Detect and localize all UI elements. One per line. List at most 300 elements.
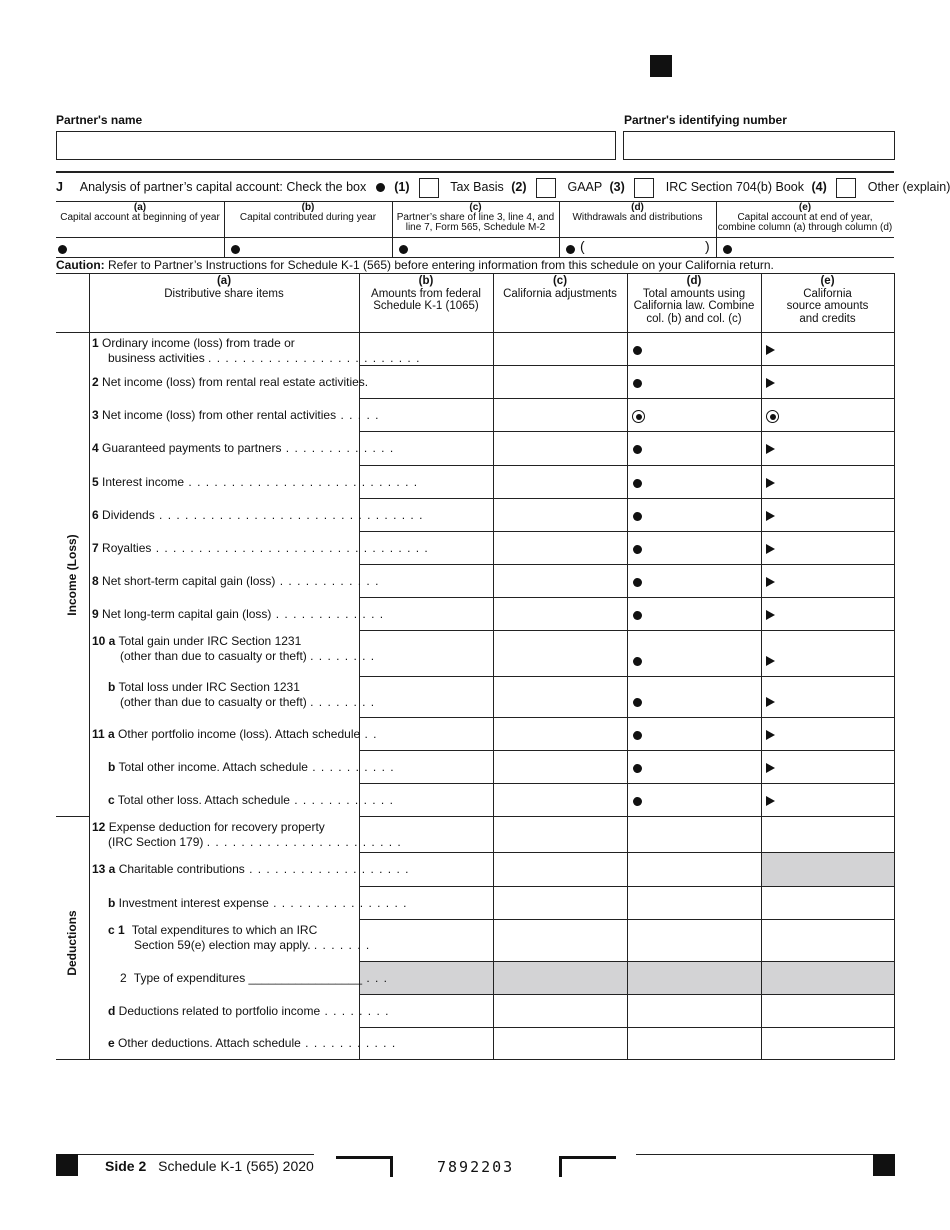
row-leader-dots: . . . . . . . . . . . . . <box>281 441 395 455</box>
row-leader-dots: . . . . . . . . . . . . . . . . . . . . . . . . . . . . . . . <box>154 508 424 522</box>
row-label <box>92 760 395 775</box>
header-col-d-line1: Total amounts using <box>642 287 746 300</box>
header-col-c-letter: (c) <box>552 275 568 287</box>
amount-input-c[interactable] <box>495 368 625 396</box>
row-leader-dots: . . . . . . . . . . . <box>300 1036 397 1050</box>
amount-input-c[interactable] <box>495 922 625 959</box>
amount-input-c[interactable] <box>495 501 625 529</box>
j-sep-1 <box>224 201 225 257</box>
j-col-a-header <box>56 203 224 223</box>
header-col-d-letter: (d) <box>686 275 702 287</box>
row-leader-dots: . . . . . . . . <box>310 695 376 709</box>
amount-input-c[interactable] <box>495 335 625 363</box>
j-input-a[interactable] <box>70 239 220 255</box>
amount-input-d[interactable] <box>629 468 759 496</box>
row-number: d <box>108 1004 116 1018</box>
row-text: Expense deduction for recovery property <box>105 820 325 834</box>
arrow-right-icon <box>766 610 775 620</box>
amount-input-d[interactable] <box>629 567 759 595</box>
row-rule <box>359 816 894 817</box>
j-col-c-header <box>392 203 559 233</box>
table-bottom-rule <box>56 1059 894 1060</box>
amount-input-b[interactable] <box>361 401 491 429</box>
amount-input-d[interactable] <box>629 600 759 628</box>
required-dot-icon <box>633 611 642 620</box>
amount-input-e[interactable] <box>763 889 892 917</box>
amount-input-d[interactable] <box>629 753 759 781</box>
registration-mark-bottom-right <box>873 1154 895 1176</box>
row-label <box>92 508 424 523</box>
footer-side: Side 2 <box>105 1158 147 1174</box>
arrow-right-icon <box>766 345 775 355</box>
arrow-right-icon <box>766 697 775 707</box>
j-a-required-dot-icon <box>58 245 67 254</box>
amount-input-d[interactable] <box>629 368 759 396</box>
form-code: 7892203 <box>437 1158 515 1176</box>
required-dot-icon <box>633 479 642 488</box>
amount-input-e[interactable] <box>763 786 892 814</box>
amount-input-d[interactable] <box>629 501 759 529</box>
row-rule <box>359 431 894 432</box>
amount-input-e[interactable] <box>763 401 892 429</box>
header-col-a <box>89 275 359 300</box>
required-dot-icon <box>633 445 642 454</box>
j-col-b-header <box>224 203 392 223</box>
required-dot-icon <box>633 545 642 554</box>
j-col-c-line2: line 7, Form 565, Schedule M-2 <box>405 222 546 233</box>
amount-input-e[interactable] <box>763 534 892 562</box>
row-text-cont: (other than due to casualty or theft) <box>120 649 311 663</box>
row-text: Net short-term capital gain (loss) <box>98 574 276 588</box>
row-text: Interest income <box>98 475 185 489</box>
header-col-b-letter: (b) <box>418 275 434 287</box>
amount-input-e[interactable] <box>763 1030 892 1056</box>
amount-input-c[interactable] <box>495 633 625 674</box>
row-rule <box>359 676 894 677</box>
amount-input-e[interactable] <box>763 501 892 529</box>
row-label <box>92 971 389 986</box>
row-label <box>92 820 402 850</box>
row-label <box>92 862 410 877</box>
option-2-num: (2) <box>511 180 527 194</box>
caution-text: Refer to Partner’s Instructions for Schedule K-1 (565) before entering information from this schedule on your California return. <box>108 258 774 272</box>
header-col-c-line1: California adjustments <box>503 287 617 300</box>
arrow-right-icon <box>766 577 775 587</box>
amount-input-c[interactable] <box>495 434 625 463</box>
row-label <box>92 336 421 366</box>
amount-input-e[interactable] <box>763 753 892 781</box>
row-number: 10 a <box>92 634 116 648</box>
row-rule <box>359 717 894 718</box>
amount-input-d[interactable] <box>629 434 759 463</box>
j-col-c-line1: Partner’s share of line 3, line 4, and <box>396 212 555 223</box>
row-number: 1 <box>92 336 99 350</box>
header-col-d <box>627 275 761 325</box>
partner-id-label: Partner's identifying number <box>624 113 787 127</box>
corner-bracket-right <box>559 1156 616 1177</box>
row-leader-dots: . . . . . . . . . . . . . . . . . . . . . . . <box>206 835 402 849</box>
row-rule <box>359 919 894 920</box>
row-text: Total loss under IRC Section 1231 <box>115 680 300 694</box>
amount-input-c[interactable] <box>495 600 625 628</box>
target-dot-icon <box>766 410 779 423</box>
row-text-cont: (other than due to casualty or theft) <box>120 695 311 709</box>
j-col-b-letter: (b) <box>301 202 315 213</box>
row-number: c 1 <box>108 923 125 937</box>
row-number: 8 <box>92 574 99 588</box>
shaded-cell-e <box>762 853 894 887</box>
amount-input-e[interactable] <box>763 720 892 748</box>
required-dot-icon <box>633 578 642 587</box>
amount-input-d[interactable] <box>629 679 759 715</box>
row-number: 6 <box>92 508 99 522</box>
row-rule <box>359 398 894 399</box>
required-dot-icon <box>376 183 385 192</box>
row-text-cont: Section 59(e) election may apply. <box>134 938 314 952</box>
amount-input-c[interactable] <box>495 720 625 748</box>
amount-input-d[interactable] <box>629 922 759 959</box>
row-leader-dots: . . . . . . . . . . . . . . . . <box>268 896 408 910</box>
amount-input-d[interactable] <box>629 819 759 850</box>
arrow-right-icon <box>766 378 775 388</box>
table-col-d-rule <box>627 273 628 1060</box>
row-text: Type of expenditures _________________ <box>130 971 362 985</box>
amount-input-c[interactable] <box>495 819 625 850</box>
row-text: Net long-term capital gain (loss) <box>98 607 272 621</box>
arrow-right-icon <box>766 730 775 740</box>
amount-input-d[interactable] <box>629 534 759 562</box>
row-label <box>92 634 376 664</box>
row-rule <box>359 365 894 366</box>
checkbox-gaap[interactable] <box>536 178 556 198</box>
row-rule <box>359 750 894 751</box>
amount-input-c[interactable] <box>495 468 625 496</box>
arrow-right-icon <box>766 796 775 806</box>
arrow-right-icon <box>766 478 775 488</box>
amount-input-e[interactable] <box>763 633 892 674</box>
header-col-e-letter: (e) <box>820 275 835 287</box>
shaded-cell-e <box>762 962 894 995</box>
amount-input-d[interactable] <box>629 786 759 814</box>
row-text: Net income (loss) from rental real estate activities. <box>98 375 369 389</box>
j-d-required-dot-icon <box>566 245 575 254</box>
shaded-cell-c <box>494 962 627 995</box>
required-dot-icon <box>633 731 642 740</box>
row-number: b <box>108 896 116 910</box>
header-col-b-line2: Schedule K-1 (1065) <box>373 300 479 312</box>
row-number: 2 <box>120 971 127 985</box>
amount-input-b[interactable] <box>361 633 491 674</box>
j-input-e[interactable] <box>735 239 890 255</box>
partner-name-field[interactable] <box>56 131 616 160</box>
row-text: Dividends <box>98 508 155 522</box>
option-4-label: Other (explain) <box>867 180 950 194</box>
row-leader-dots: . . . . . . . <box>313 938 371 952</box>
table-col-e-rule <box>761 273 762 1060</box>
header-col-a-letter: (a) <box>216 275 232 287</box>
header-col-e-line2: source amounts <box>786 300 869 312</box>
header-col-c <box>493 275 627 300</box>
shaded-cell-d <box>628 962 761 995</box>
amount-input-d[interactable] <box>629 401 759 429</box>
caution-line <box>56 258 774 272</box>
section-j-row <box>56 176 950 198</box>
option-3-label: IRC Section 704(b) Book <box>665 180 804 194</box>
option-4-num: (4) <box>811 180 827 194</box>
j-header-bottom <box>56 237 894 238</box>
row-text: Total gain under IRC Section 1231 <box>115 634 302 648</box>
income-loss-section-label: Income (Loss) <box>65 534 79 616</box>
row-label <box>92 375 369 390</box>
amount-input-c[interactable] <box>495 786 625 814</box>
amount-input-b[interactable] <box>361 679 491 715</box>
registration-mark-bottom-left <box>56 1154 78 1176</box>
row-number: 9 <box>92 607 99 621</box>
amount-input-c[interactable] <box>495 401 625 429</box>
row-text: Total expenditures to which an IRC <box>128 923 318 937</box>
required-dot-icon <box>633 764 642 773</box>
amount-input-e[interactable] <box>763 434 892 463</box>
amount-input-e[interactable] <box>763 922 892 959</box>
row-number: b <box>108 760 116 774</box>
amount-input-e[interactable] <box>763 567 892 595</box>
option-1-label: Tax Basis <box>450 180 504 194</box>
j-col-d-letter: (d) <box>631 202 644 213</box>
amount-input-d[interactable] <box>629 1030 759 1056</box>
row-label <box>92 408 380 423</box>
row-text: Total other income. Attach schedule <box>115 760 308 774</box>
row-label <box>92 475 419 490</box>
row-leader-dots: . . <box>360 727 378 741</box>
row-number: b <box>108 680 116 694</box>
amount-input-d[interactable] <box>629 997 759 1025</box>
arrow-right-icon <box>766 444 775 454</box>
j-col-e-line2: combine column (a) through column (d) <box>717 222 893 233</box>
amount-input-d[interactable] <box>629 335 759 363</box>
amount-input-b[interactable] <box>361 368 491 396</box>
amount-input-e[interactable] <box>763 819 892 850</box>
table-col-c-rule <box>493 273 494 1060</box>
header-col-e-line3: and credits <box>799 312 856 325</box>
amount-input-c[interactable] <box>495 567 625 595</box>
j-e-required-dot-icon <box>723 245 732 254</box>
row-rule <box>359 465 894 466</box>
row-rule <box>359 597 894 598</box>
checkbox-other[interactable] <box>836 178 856 198</box>
table-right-rule <box>894 273 895 1060</box>
row-number: 11 a <box>92 727 115 741</box>
header-col-d-line3: col. (b) and col. (c) <box>646 312 742 325</box>
required-dot-icon <box>633 346 642 355</box>
j-col-e-letter: (e) <box>798 202 812 213</box>
row-text: Total other loss. Attach schedule <box>114 793 290 807</box>
row-rule <box>359 630 894 631</box>
section-j-top-rule <box>56 171 894 173</box>
row-leader-dots: . . . . . . . . . . . . . . . . . . . . . . . . . <box>208 351 421 365</box>
row-rule <box>359 498 894 499</box>
partner-id-field[interactable] <box>623 131 895 160</box>
section-j-text: Analysis of partner’s capital account: Check the box <box>79 180 367 194</box>
section-divider <box>56 816 89 817</box>
row-leader-dots: . . . . . . . . . . . . . . . . . . . <box>244 862 410 876</box>
row-label <box>92 896 408 911</box>
row-leader-dots: . . . . . <box>336 408 380 422</box>
row-number: 3 <box>92 408 99 422</box>
footer-form: Schedule K-1 (565) 2020 <box>158 1158 314 1174</box>
amount-input-c[interactable] <box>495 997 625 1025</box>
registration-mark-top <box>650 55 672 77</box>
header-col-b <box>359 275 493 313</box>
row-leader-dots: . . . . . . . . . . . . <box>275 574 380 588</box>
row-rule <box>359 531 894 532</box>
amount-input-c[interactable] <box>495 679 625 715</box>
row-rule <box>359 564 894 565</box>
amount-input-e[interactable] <box>763 997 892 1025</box>
row-text: Other deductions. Attach schedule <box>114 1036 301 1050</box>
j-input-c[interactable] <box>411 239 556 255</box>
table-top-rule <box>56 273 894 274</box>
row-leader-dots: . . . <box>362 971 389 985</box>
row-rule <box>359 1027 894 1028</box>
amount-input-c[interactable] <box>495 534 625 562</box>
row-number: c <box>108 793 115 807</box>
amount-input-e[interactable] <box>763 600 892 628</box>
row-label <box>92 793 394 808</box>
row-label <box>92 923 371 953</box>
required-dot-icon <box>633 657 642 666</box>
amount-input-e[interactable] <box>763 368 892 396</box>
row-text: Guaranteed payments to partners <box>98 441 282 455</box>
amount-input-d[interactable] <box>629 633 759 674</box>
header-col-b-line1: Amounts from federal <box>371 287 481 300</box>
amount-input-b[interactable] <box>361 720 491 748</box>
caution-label: Caution: <box>56 258 105 272</box>
footer-rule-right <box>636 1154 873 1155</box>
row-number: 7 <box>92 541 99 555</box>
row-text-cont: business activities <box>108 351 209 365</box>
header-col-d-line2: California law. Combine <box>633 300 755 312</box>
row-text: Net income (loss) from other rental activities <box>98 408 337 422</box>
row-number: 4 <box>92 441 99 455</box>
header-col-a-line1: Distributive share items <box>164 287 284 300</box>
j-col-d-line1: Withdrawals and distributions <box>572 212 703 223</box>
j-sep-2 <box>392 201 393 257</box>
amount-input-e[interactable] <box>763 679 892 715</box>
j-b-required-dot-icon <box>231 245 240 254</box>
row-leader-dots: . . . . . . . . . . . . . . . . . . . . . . . . . . . <box>184 475 419 489</box>
row-number: 2 <box>92 375 99 389</box>
row-number: 5 <box>92 475 99 489</box>
arrow-right-icon <box>766 656 775 666</box>
deductions-section-label: Deductions <box>65 910 79 976</box>
j-col-a-line1: Capital account at beginning of year <box>60 212 220 223</box>
row-text: Deductions related to portfolio income <box>115 1004 321 1018</box>
row-label <box>92 441 395 456</box>
amount-input-e[interactable] <box>763 335 892 363</box>
arrow-right-icon <box>766 511 775 521</box>
option-3-num: (3) <box>609 180 625 194</box>
amount-input-c[interactable] <box>495 753 625 781</box>
row-rule <box>359 886 894 887</box>
required-dot-icon <box>633 698 642 707</box>
corner-bracket-left <box>336 1156 393 1177</box>
amount-input-e[interactable] <box>763 468 892 496</box>
amount-input-b[interactable] <box>361 922 491 959</box>
row-label <box>92 680 376 710</box>
footer-title <box>105 1158 314 1174</box>
row-leader-dots: . . . . . . . . <box>310 649 376 663</box>
amount-input-d[interactable] <box>629 855 759 884</box>
row-number: e <box>108 1036 115 1050</box>
j-input-d[interactable] <box>588 239 703 255</box>
row-label <box>92 1004 390 1019</box>
section-j-letter: J <box>56 180 63 194</box>
j-sep-4 <box>716 201 717 257</box>
row-label <box>92 1036 397 1051</box>
checkbox-tax-basis[interactable] <box>419 178 439 198</box>
j-col-c-letter: (c) <box>469 202 482 213</box>
header-col-e <box>761 275 894 325</box>
amount-input-b[interactable] <box>361 567 491 595</box>
required-dot-icon <box>633 797 642 806</box>
target-dot-icon <box>632 410 645 423</box>
amount-input-c[interactable] <box>495 855 625 884</box>
row-rule <box>359 783 894 784</box>
row-text: Other portfolio income (loss). Attach schedule <box>114 727 361 741</box>
row-leader-dots: . . . . . . . . <box>320 1004 390 1018</box>
row-rule <box>359 994 894 995</box>
row-text: Royalties <box>98 541 152 555</box>
j-col-d-header <box>559 203 716 223</box>
arrow-right-icon <box>766 544 775 554</box>
j-col-a-letter: (a) <box>133 202 147 213</box>
row-text-cont: (IRC Section 179) <box>108 835 207 849</box>
row-leader-dots: . . . . . . . . . . <box>307 760 395 774</box>
j-col-e-header <box>716 203 894 233</box>
option-1-num: (1) <box>394 180 410 194</box>
table-left-col-rule <box>89 273 90 1060</box>
j-col-b-line1: Capital contributed during year <box>239 212 377 223</box>
table-header-bottom <box>56 332 894 333</box>
j-sep-3 <box>559 201 560 257</box>
row-text: Ordinary income (loss) from trade or <box>98 336 295 350</box>
required-dot-icon <box>633 379 642 388</box>
j-input-b[interactable] <box>243 239 388 255</box>
j-col-e-line1: Capital account at end of year, <box>737 212 873 223</box>
checkbox-irc-704b[interactable] <box>634 178 654 198</box>
header-col-e-line1: California <box>803 287 852 300</box>
amount-input-d[interactable] <box>629 720 759 748</box>
row-label <box>92 727 378 742</box>
j-d-paren-open: ( <box>580 238 585 254</box>
j-d-paren-close: ) <box>705 238 710 254</box>
amount-input-c[interactable] <box>495 1030 625 1056</box>
required-dot-icon <box>633 512 642 521</box>
partner-name-label: Partner's name <box>56 113 143 127</box>
row-text: Charitable contributions <box>115 862 245 876</box>
arrow-right-icon <box>766 763 775 773</box>
row-leader-dots: . . . . . . . . . . . . . . . . . . . . . . . . . . . . . . . . <box>151 541 429 555</box>
amount-input-c[interactable] <box>495 889 625 917</box>
amount-input-d[interactable] <box>629 889 759 917</box>
row-label <box>92 607 385 622</box>
row-leader-dots: . . . . . . . . . . . . <box>289 793 394 807</box>
option-2-label: GAAP <box>567 180 602 194</box>
footer-rule-left <box>78 1154 314 1155</box>
row-label <box>92 541 429 556</box>
row-leader-dots: . . . . . . . . . . . . . <box>271 607 385 621</box>
row-number: 13 a <box>92 862 116 876</box>
